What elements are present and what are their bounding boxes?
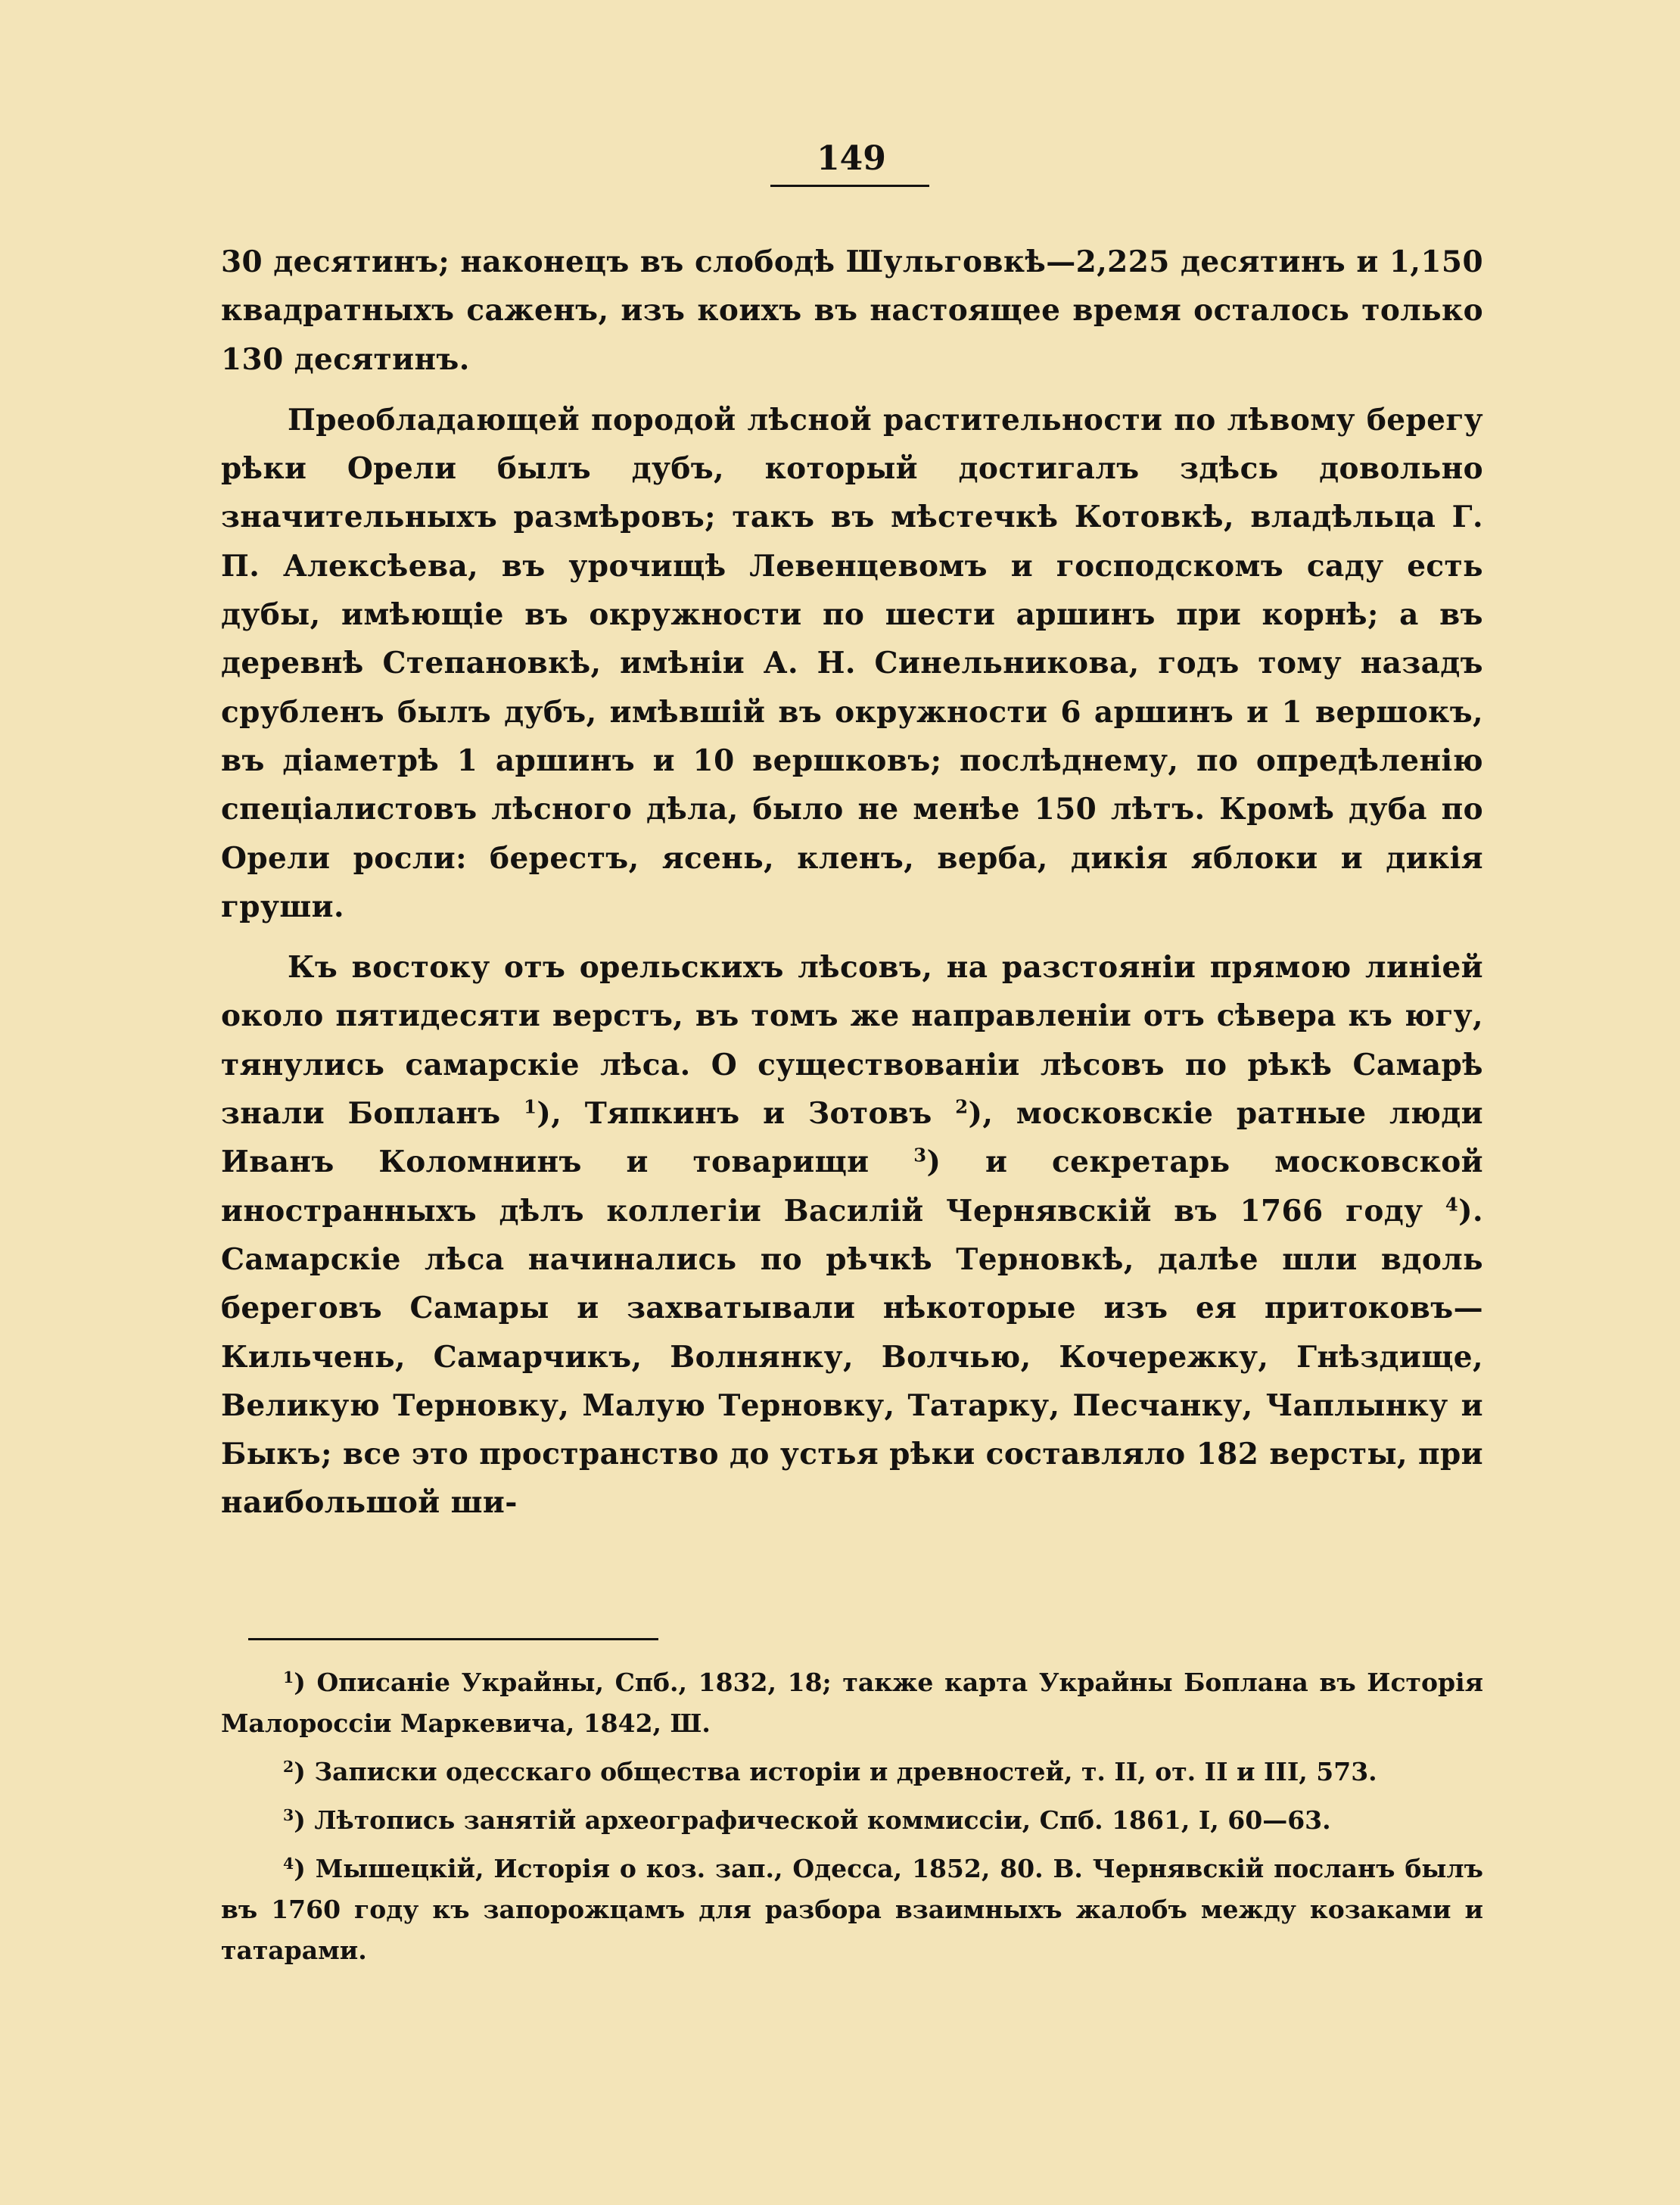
footnote-ref-1: 1: [524, 1095, 537, 1118]
paragraph-3: [221, 943, 1483, 1528]
footnote-mark: 1: [283, 1668, 294, 1686]
page-number: 149: [817, 139, 886, 178]
paragraph-1: 30 десятинъ; наконецъ въ слободѣ Шульговкѣ—2,225 десятинъ и 1,150 квадратныхъ саженъ, изъ коихъ въ настоящее время осталось только 130 десятинъ.: [221, 244, 1483, 377]
footnote-mark: 2: [283, 1757, 294, 1776]
footnote-1: [221, 1662, 1483, 1744]
paragraph-3-text: ), Тяпкинъ и Зотовъ: [537, 1096, 956, 1132]
footnote-text: ) Лѣтопись занятій археографической коммиссіи, Спб. 1861, I, 60—63.: [294, 1805, 1331, 1835]
footnote-2: [221, 1752, 1483, 1792]
footnote-separator: [248, 1638, 658, 1640]
footnote-ref-4: 4: [1445, 1193, 1459, 1216]
paragraph-3-text: Къ востоку отъ орельскихъ лѣсовъ, на разстояніи прямою линіей около пятидесяти верстъ, въ томъ же направленіи отъ сѣвера къ югу, тянулись самарскіе лѣса. О существованіи лѣсовъ по рѣкѣ Самарѣ знали Бопланъ: [221, 950, 1483, 1132]
footnote-4: [221, 1848, 1483, 1971]
paragraph-3-text: ). Самарскіе лѣса начинались по рѣчкѣ Терновкѣ, далѣе шли вдоль береговъ Самары и захватывали нѣкоторые изъ ея притоковъ—Кильчень, Самарчикъ, Волнянку, Волчью, Кочережку, Гнѣздище, Великую Терновку, Малую Терновку, Татарку, Песчанку, Чаплынку и Быкъ; все это пространство до устья рѣки составляло 182 версты, при наибольшой ши-: [221, 1193, 1483, 1521]
body-text: [221, 238, 1483, 1528]
footnotes: [221, 1662, 1483, 1979]
paragraph-2: Преобладающей породой лѣсной растительности по лѣвому берегу рѣки Орели былъ дубъ, который достигалъ здѣсь довольно значительныхъ размѣровъ; такъ въ мѣстечкѣ Котовкѣ, владѣльца Г. П. Алексѣева, въ урочищѣ Левенцевомъ и господскомъ саду есть дубы, имѣющіе въ окружности по шести аршинъ при корнѣ; а въ деревнѣ Степановкѣ, имѣніи А. Н. Синельникова, годъ тому назадъ срубленъ былъ дубъ, имѣвшій въ окружности 6 аршинъ и 1 вершокъ, въ діаметрѣ 1 аршинъ и 10 вершковъ; послѣднему, по опредѣленію спеціалистовъ лѣсного дѣла, было не менѣе 150 лѣтъ. Кромѣ дуба по Орели росли: берестъ, ясень, кленъ, верба, дикія яблоки и дикія груши.: [221, 402, 1483, 924]
footnote-text: ) Описаніе Украйны, Спб., 1832, 18; также карта Украйны Боплана въ Исторія Малороссіи Маркевича, 1842, Ш.: [221, 1668, 1483, 1738]
footnote-ref-3: 3: [913, 1145, 927, 1167]
footnote-mark: 3: [283, 1805, 294, 1824]
footnote-ref-2: 2: [955, 1095, 969, 1118]
footnote-text: ) Записки одесскаго общества исторіи и древностей, т. II, от. II и III, 573.: [294, 1757, 1377, 1786]
paragraph-3-text: ), московскіе ратные люди Иванъ Коломнинъ и товарищи: [221, 1096, 1483, 1180]
footnote-3: [221, 1800, 1483, 1841]
page-number-rule: [770, 185, 929, 187]
paragraph-3-text: ) и секретарь московской иностранныхъ дѣлъ коллегіи Василій Чернявскій въ 1766 году: [221, 1145, 1483, 1229]
footnote-mark: 4: [283, 1854, 294, 1873]
footnote-text: ) Мышецкій, Исторія о коз. зап., Одесса, 1852, 80. В. Чернявскій посланъ былъ въ 1760 году къ запорожцамъ для разбора взаимныхъ жалобъ между козаками и татарами.: [221, 1854, 1483, 1965]
